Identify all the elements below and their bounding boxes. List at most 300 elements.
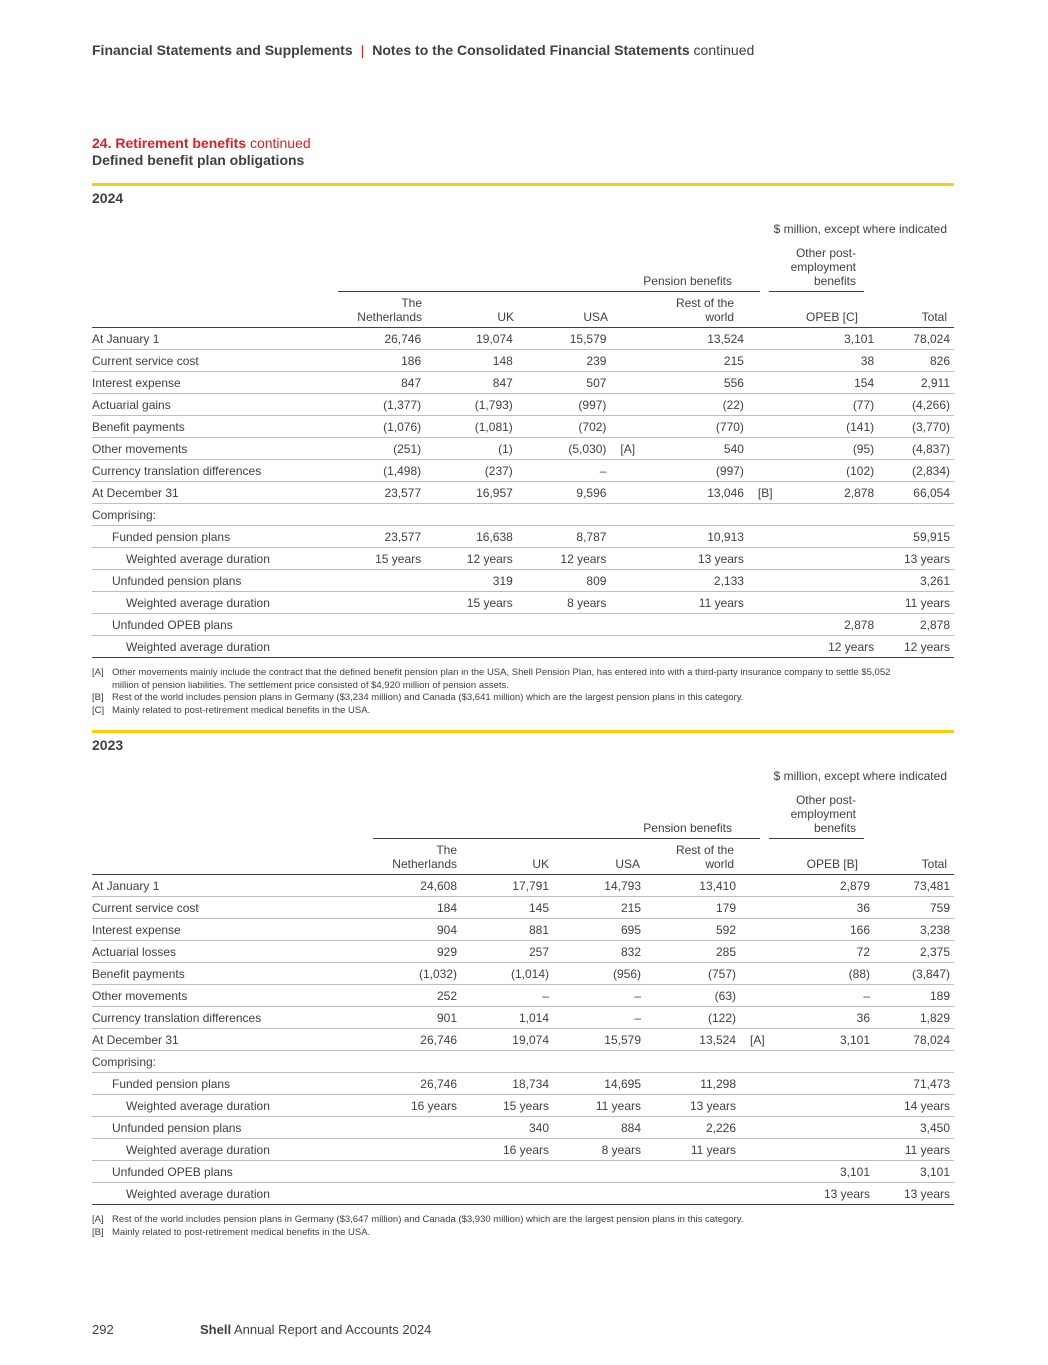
value-cell (425, 504, 517, 526)
row-label: At January 1 (92, 328, 337, 350)
value-cell: 1,014 (461, 1007, 553, 1029)
row-label: Current service cost (92, 897, 373, 919)
section-subtitle: Defined benefit plan obligations (92, 152, 305, 168)
note-cell (610, 394, 648, 416)
table-row (92, 460, 954, 482)
value-cell: 3,261 (878, 570, 954, 592)
value-cell: 239 (517, 350, 611, 372)
value-cell: 2,879 (770, 875, 874, 897)
value-cell: 9,596 (517, 482, 611, 504)
table-row (92, 897, 954, 919)
value-cell: 10,913 (648, 526, 748, 548)
value-cell: 847 (337, 372, 425, 394)
table-row (92, 1117, 954, 1139)
note-cell (610, 350, 648, 372)
value-cell (373, 1161, 461, 1183)
row-label: Unfunded pension plans (92, 570, 337, 592)
value-cell (777, 526, 879, 548)
note-cell (740, 1161, 770, 1183)
value-cell: (1,793) (425, 394, 517, 416)
footnote (92, 692, 912, 705)
value-cell: (1,014) (461, 963, 553, 985)
value-cell: 695 (553, 919, 645, 941)
other-rule-2024 (769, 291, 864, 292)
row-label: Funded pension plans (92, 1073, 373, 1095)
value-cell: 826 (878, 350, 954, 372)
value-cell: 145 (461, 897, 553, 919)
group-other-2023: Other post- employment benefits (790, 793, 856, 835)
value-cell: 3,238 (874, 919, 954, 941)
year-label-2023: 2023 (92, 737, 124, 753)
footnote (92, 705, 912, 718)
value-cell: 23,577 (337, 482, 425, 504)
value-cell: 11 years (553, 1095, 645, 1117)
table-row (92, 372, 954, 394)
table-row (92, 592, 954, 614)
value-cell (425, 636, 517, 658)
value-cell (770, 1051, 874, 1073)
value-cell: (1,076) (337, 416, 425, 438)
value-cell: 319 (425, 570, 517, 592)
value-cell: 14 years (874, 1095, 954, 1117)
page-number: 292 (92, 1322, 114, 1337)
value-cell: 186 (337, 350, 425, 372)
value-cell (777, 592, 879, 614)
value-cell (770, 1117, 874, 1139)
row-label: Weighted average duration (92, 1139, 373, 1161)
note-cell: [A] (740, 1029, 770, 1051)
value-cell: 36 (770, 897, 874, 919)
value-cell: 2,226 (645, 1117, 740, 1139)
value-cell: 26,746 (373, 1073, 461, 1095)
footnote-text: Mainly related to post-retirement medical benefits in the USA. (112, 1226, 371, 1238)
row-label: Interest expense (92, 919, 373, 941)
note-cell (740, 1139, 770, 1161)
row-label: Interest expense (92, 372, 337, 394)
value-cell (373, 1051, 461, 1073)
col-row-2024: Rest of the world (675, 296, 734, 324)
value-cell: 3,450 (874, 1117, 954, 1139)
value-cell: 11 years (878, 592, 954, 614)
value-cell (777, 548, 879, 570)
footnotes-2023 (92, 1214, 912, 1239)
footnote-text: Rest of the world includes pension plans in Germany ($3,647 million) and Canada ($3,930 million) which are the largest pension plans in this category. (112, 1214, 744, 1225)
section-title (92, 135, 311, 151)
value-cell (770, 1073, 874, 1095)
value-cell: 540 (648, 438, 748, 460)
table-row (92, 570, 954, 592)
row-label: Comprising: (92, 504, 337, 526)
col-usa-2024: USA (583, 310, 608, 324)
note-cell (748, 570, 777, 592)
note-cell: [A] (610, 438, 648, 460)
value-cell: 16 years (461, 1139, 553, 1161)
note-cell (740, 875, 770, 897)
row-label: Benefit payments (92, 963, 373, 985)
value-cell: 19,074 (461, 1029, 553, 1051)
group-other-2024: Other post- employment benefits (790, 246, 856, 288)
value-cell (645, 1051, 740, 1073)
value-cell: 36 (770, 1007, 874, 1029)
note-cell (748, 548, 777, 570)
value-cell: (770) (648, 416, 748, 438)
value-cell (373, 1139, 461, 1161)
value-cell: (3,770) (878, 416, 954, 438)
note-cell (610, 504, 648, 526)
value-cell: 13,046 (648, 482, 748, 504)
value-cell: 2,911 (878, 372, 954, 394)
footnote (92, 667, 912, 692)
value-cell: 66,054 (878, 482, 954, 504)
other-rule-2023 (769, 838, 864, 839)
value-cell: 8,787 (517, 526, 611, 548)
note-cell (748, 526, 777, 548)
value-cell: 78,024 (878, 328, 954, 350)
note-cell (610, 548, 648, 570)
note-cell (748, 394, 777, 416)
value-cell: 16 years (373, 1095, 461, 1117)
value-cell: 11 years (874, 1139, 954, 1161)
value-cell: 3,101 (770, 1161, 874, 1183)
value-cell (777, 504, 879, 526)
value-cell: 15,579 (517, 328, 611, 350)
row-label: Other movements (92, 985, 373, 1007)
col-uk-2024: UK (497, 310, 514, 324)
value-cell: – (517, 460, 611, 482)
header-part3: continued (693, 42, 755, 58)
row-label: Benefit payments (92, 416, 337, 438)
value-cell: (1,498) (337, 460, 425, 482)
note-cell (740, 1117, 770, 1139)
value-cell: 809 (517, 570, 611, 592)
year-divider-2024 (92, 183, 954, 186)
value-cell: 340 (461, 1117, 553, 1139)
table-row (92, 1139, 954, 1161)
value-cell (461, 1051, 553, 1073)
value-cell: 13,410 (645, 875, 740, 897)
value-cell: 11 years (648, 592, 748, 614)
value-cell (337, 636, 425, 658)
value-cell: (237) (425, 460, 517, 482)
note-cell (610, 614, 648, 636)
value-cell: (88) (770, 963, 874, 985)
note-cell (740, 1073, 770, 1095)
row-label: Weighted average duration (92, 592, 337, 614)
row-label: Weighted average duration (92, 1183, 373, 1205)
col-total-2023: Total (921, 857, 947, 871)
value-cell: (1,081) (425, 416, 517, 438)
value-cell: (3,847) (874, 963, 954, 985)
value-cell: 24,608 (373, 875, 461, 897)
year-label-2024: 2024 (92, 190, 124, 206)
value-cell (770, 1139, 874, 1161)
table-row (92, 919, 954, 941)
value-cell: 16,957 (425, 482, 517, 504)
value-cell: 13,524 (648, 328, 748, 350)
value-cell: 3,101 (777, 328, 879, 350)
value-cell (777, 570, 879, 592)
year-divider-2023 (92, 730, 954, 733)
value-cell: 26,746 (373, 1029, 461, 1051)
row-label: Weighted average duration (92, 636, 337, 658)
footnotes-2024 (92, 667, 912, 717)
value-cell: (141) (777, 416, 879, 438)
note-cell (748, 438, 777, 460)
table-row (92, 526, 954, 548)
table-row (92, 985, 954, 1007)
value-cell: 72 (770, 941, 874, 963)
value-cell: 2,878 (777, 482, 879, 504)
value-cell: (997) (517, 394, 611, 416)
note-cell (748, 416, 777, 438)
value-cell: 15 years (425, 592, 517, 614)
value-cell: 73,481 (874, 875, 954, 897)
table-row (92, 438, 954, 460)
table-row (92, 1073, 954, 1095)
value-cell (648, 504, 748, 526)
footnote-text: Rest of the world includes pension plans in Germany ($3,234 million) and Canada ($3,641 million) which are the largest pension plans in this category. (112, 692, 744, 703)
col-opeb-2023: OPEB [B] (806, 857, 858, 871)
value-cell (553, 1183, 645, 1205)
value-cell: 13 years (645, 1095, 740, 1117)
note-cell (740, 985, 770, 1007)
value-cell: 11 years (645, 1139, 740, 1161)
value-cell: 15 years (461, 1095, 553, 1117)
note-cell (610, 636, 648, 658)
col-netherlands-2024: The Netherlands (357, 296, 422, 324)
value-cell: (122) (645, 1007, 740, 1029)
value-cell: (702) (517, 416, 611, 438)
footnote-tag: [A] (92, 667, 104, 678)
value-cell: (77) (777, 394, 879, 416)
value-cell: (997) (648, 460, 748, 482)
col-uk-2023: UK (532, 857, 549, 871)
footnote-tag: [A] (92, 1214, 104, 1225)
table-row (92, 1183, 954, 1205)
note-cell (748, 460, 777, 482)
unit-label-2023: $ million, except where indicated (773, 769, 947, 783)
section-title-suffix: continued (249, 135, 311, 151)
value-cell: (956) (553, 963, 645, 985)
value-cell: 11,298 (645, 1073, 740, 1095)
table-row (92, 1095, 954, 1117)
value-cell: 847 (425, 372, 517, 394)
value-cell (645, 1183, 740, 1205)
value-cell: 38 (777, 350, 879, 372)
value-cell: 215 (553, 897, 645, 919)
value-cell: 215 (648, 350, 748, 372)
footnote (92, 1214, 912, 1227)
value-cell: (251) (337, 438, 425, 460)
note-cell (740, 963, 770, 985)
value-cell: 13 years (874, 1183, 954, 1205)
table-row (92, 482, 954, 504)
value-cell: – (553, 985, 645, 1007)
table-row (92, 416, 954, 438)
footnote-tag: [C] (92, 704, 105, 716)
pension-rule-2024 (338, 291, 760, 292)
value-cell: 71,473 (874, 1073, 954, 1095)
value-cell: 16,638 (425, 526, 517, 548)
value-cell: 13 years (648, 548, 748, 570)
value-cell: 15 years (337, 548, 425, 570)
footnote-text: Mainly related to post-retirement medical benefits in the USA. (112, 704, 371, 716)
footnote-tag: [B] (92, 1226, 104, 1238)
footer-brand: Shell (200, 1322, 232, 1337)
value-cell: 8 years (517, 592, 611, 614)
value-cell: 14,695 (553, 1073, 645, 1095)
value-cell (337, 504, 425, 526)
value-cell (517, 504, 611, 526)
value-cell: (63) (645, 985, 740, 1007)
row-label: At December 31 (92, 1029, 373, 1051)
note-cell (740, 1095, 770, 1117)
group-pension-2023: Pension benefits (643, 821, 732, 835)
col-total-2024: Total (921, 310, 947, 324)
value-cell (553, 1051, 645, 1073)
value-cell: (95) (777, 438, 879, 460)
value-cell: (22) (648, 394, 748, 416)
value-cell (337, 592, 425, 614)
table-row (92, 963, 954, 985)
row-label: Other movements (92, 438, 337, 460)
note-cell (610, 328, 648, 350)
value-cell: 3,101 (874, 1161, 954, 1183)
value-cell: 154 (777, 372, 879, 394)
value-cell: 19,074 (425, 328, 517, 350)
note-cell (740, 941, 770, 963)
value-cell: 12 years (517, 548, 611, 570)
col-usa-2023: USA (615, 857, 640, 871)
table-row (92, 350, 954, 372)
value-cell: (5,030) (517, 438, 611, 460)
table-row (92, 636, 954, 658)
table-row (92, 614, 954, 636)
row-label: At January 1 (92, 875, 373, 897)
value-cell (337, 614, 425, 636)
table-row (92, 504, 954, 526)
value-cell (373, 1183, 461, 1205)
value-cell: 12 years (777, 636, 879, 658)
row-label: Unfunded pension plans (92, 1117, 373, 1139)
note-cell (610, 416, 648, 438)
note-cell (610, 460, 648, 482)
value-cell: – (553, 1007, 645, 1029)
value-cell: 13,524 (645, 1029, 740, 1051)
value-cell: 929 (373, 941, 461, 963)
table-row (92, 1029, 954, 1051)
note-cell (748, 592, 777, 614)
value-cell (517, 636, 611, 658)
note-cell (748, 614, 777, 636)
row-label: Unfunded OPEB plans (92, 1161, 373, 1183)
value-cell: (1,032) (373, 963, 461, 985)
obligations-table-2023 (92, 874, 954, 1205)
footnote-tag: [B] (92, 692, 104, 703)
value-cell: 184 (373, 897, 461, 919)
value-cell (648, 636, 748, 658)
value-cell (517, 614, 611, 636)
row-label: Unfunded OPEB plans (92, 614, 337, 636)
header-part1: Financial Statements and Supplements (92, 42, 353, 58)
footnote-text: Other movements mainly include the contract that the defined benefit pension plan in the USA, Shell Pension Plan, has entered into with a third-party insurance company to settle $5,052 million of pension liabilities. The settlement price consisted of $4,920 million of pension assets. (112, 667, 891, 691)
note-cell (610, 372, 648, 394)
unit-label-2024: $ million, except where indicated (773, 222, 947, 236)
obligations-table-2024 (92, 327, 954, 658)
col-opeb-2024: OPEB [C] (805, 310, 858, 324)
row-label: Currency translation differences (92, 460, 337, 482)
note-cell (748, 350, 777, 372)
note-cell (610, 592, 648, 614)
table-row (92, 1161, 954, 1183)
value-cell: 2,878 (878, 614, 954, 636)
page-header (92, 42, 754, 58)
section-title-text: 24. Retirement benefits (92, 135, 247, 151)
value-cell (878, 504, 954, 526)
table-row (92, 1051, 954, 1073)
value-cell: 2,375 (874, 941, 954, 963)
note-cell (610, 570, 648, 592)
pension-rule-2023 (373, 838, 760, 839)
note-cell (748, 328, 777, 350)
note-cell (748, 504, 777, 526)
footer-title: Annual Report and Accounts 2024 (233, 1322, 432, 1337)
value-cell: 507 (517, 372, 611, 394)
note-cell (610, 526, 648, 548)
row-label: Comprising: (92, 1051, 373, 1073)
value-cell: 285 (645, 941, 740, 963)
header-separator: | (360, 42, 365, 58)
value-cell: 13 years (770, 1183, 874, 1205)
note-cell: [B] (748, 482, 777, 504)
header-part2: Notes to the Consolidated Financial Statements (372, 42, 690, 58)
row-label: At December 31 (92, 482, 337, 504)
value-cell: 257 (461, 941, 553, 963)
table-row (92, 1007, 954, 1029)
value-cell: 18,734 (461, 1073, 553, 1095)
value-cell (425, 614, 517, 636)
value-cell (874, 1051, 954, 1073)
note-cell (740, 1183, 770, 1205)
note-cell (610, 482, 648, 504)
value-cell: 23,577 (337, 526, 425, 548)
value-cell: 26,746 (337, 328, 425, 350)
table-row (92, 548, 954, 570)
value-cell (770, 1095, 874, 1117)
value-cell: 14,793 (553, 875, 645, 897)
value-cell (337, 570, 425, 592)
value-cell: (2,834) (878, 460, 954, 482)
note-cell (740, 1051, 770, 1073)
note-cell (740, 897, 770, 919)
value-cell: 8 years (553, 1139, 645, 1161)
value-cell: 904 (373, 919, 461, 941)
value-cell: 148 (425, 350, 517, 372)
page-footer (92, 1322, 431, 1337)
value-cell (461, 1183, 553, 1205)
value-cell: 189 (874, 985, 954, 1007)
value-cell (461, 1161, 553, 1183)
value-cell (645, 1161, 740, 1183)
table-row (92, 941, 954, 963)
value-cell: (1) (425, 438, 517, 460)
value-cell: – (461, 985, 553, 1007)
note-cell (748, 636, 777, 658)
value-cell: (4,837) (878, 438, 954, 460)
value-cell: 15,579 (553, 1029, 645, 1051)
value-cell: 2,133 (648, 570, 748, 592)
value-cell: 1,829 (874, 1007, 954, 1029)
